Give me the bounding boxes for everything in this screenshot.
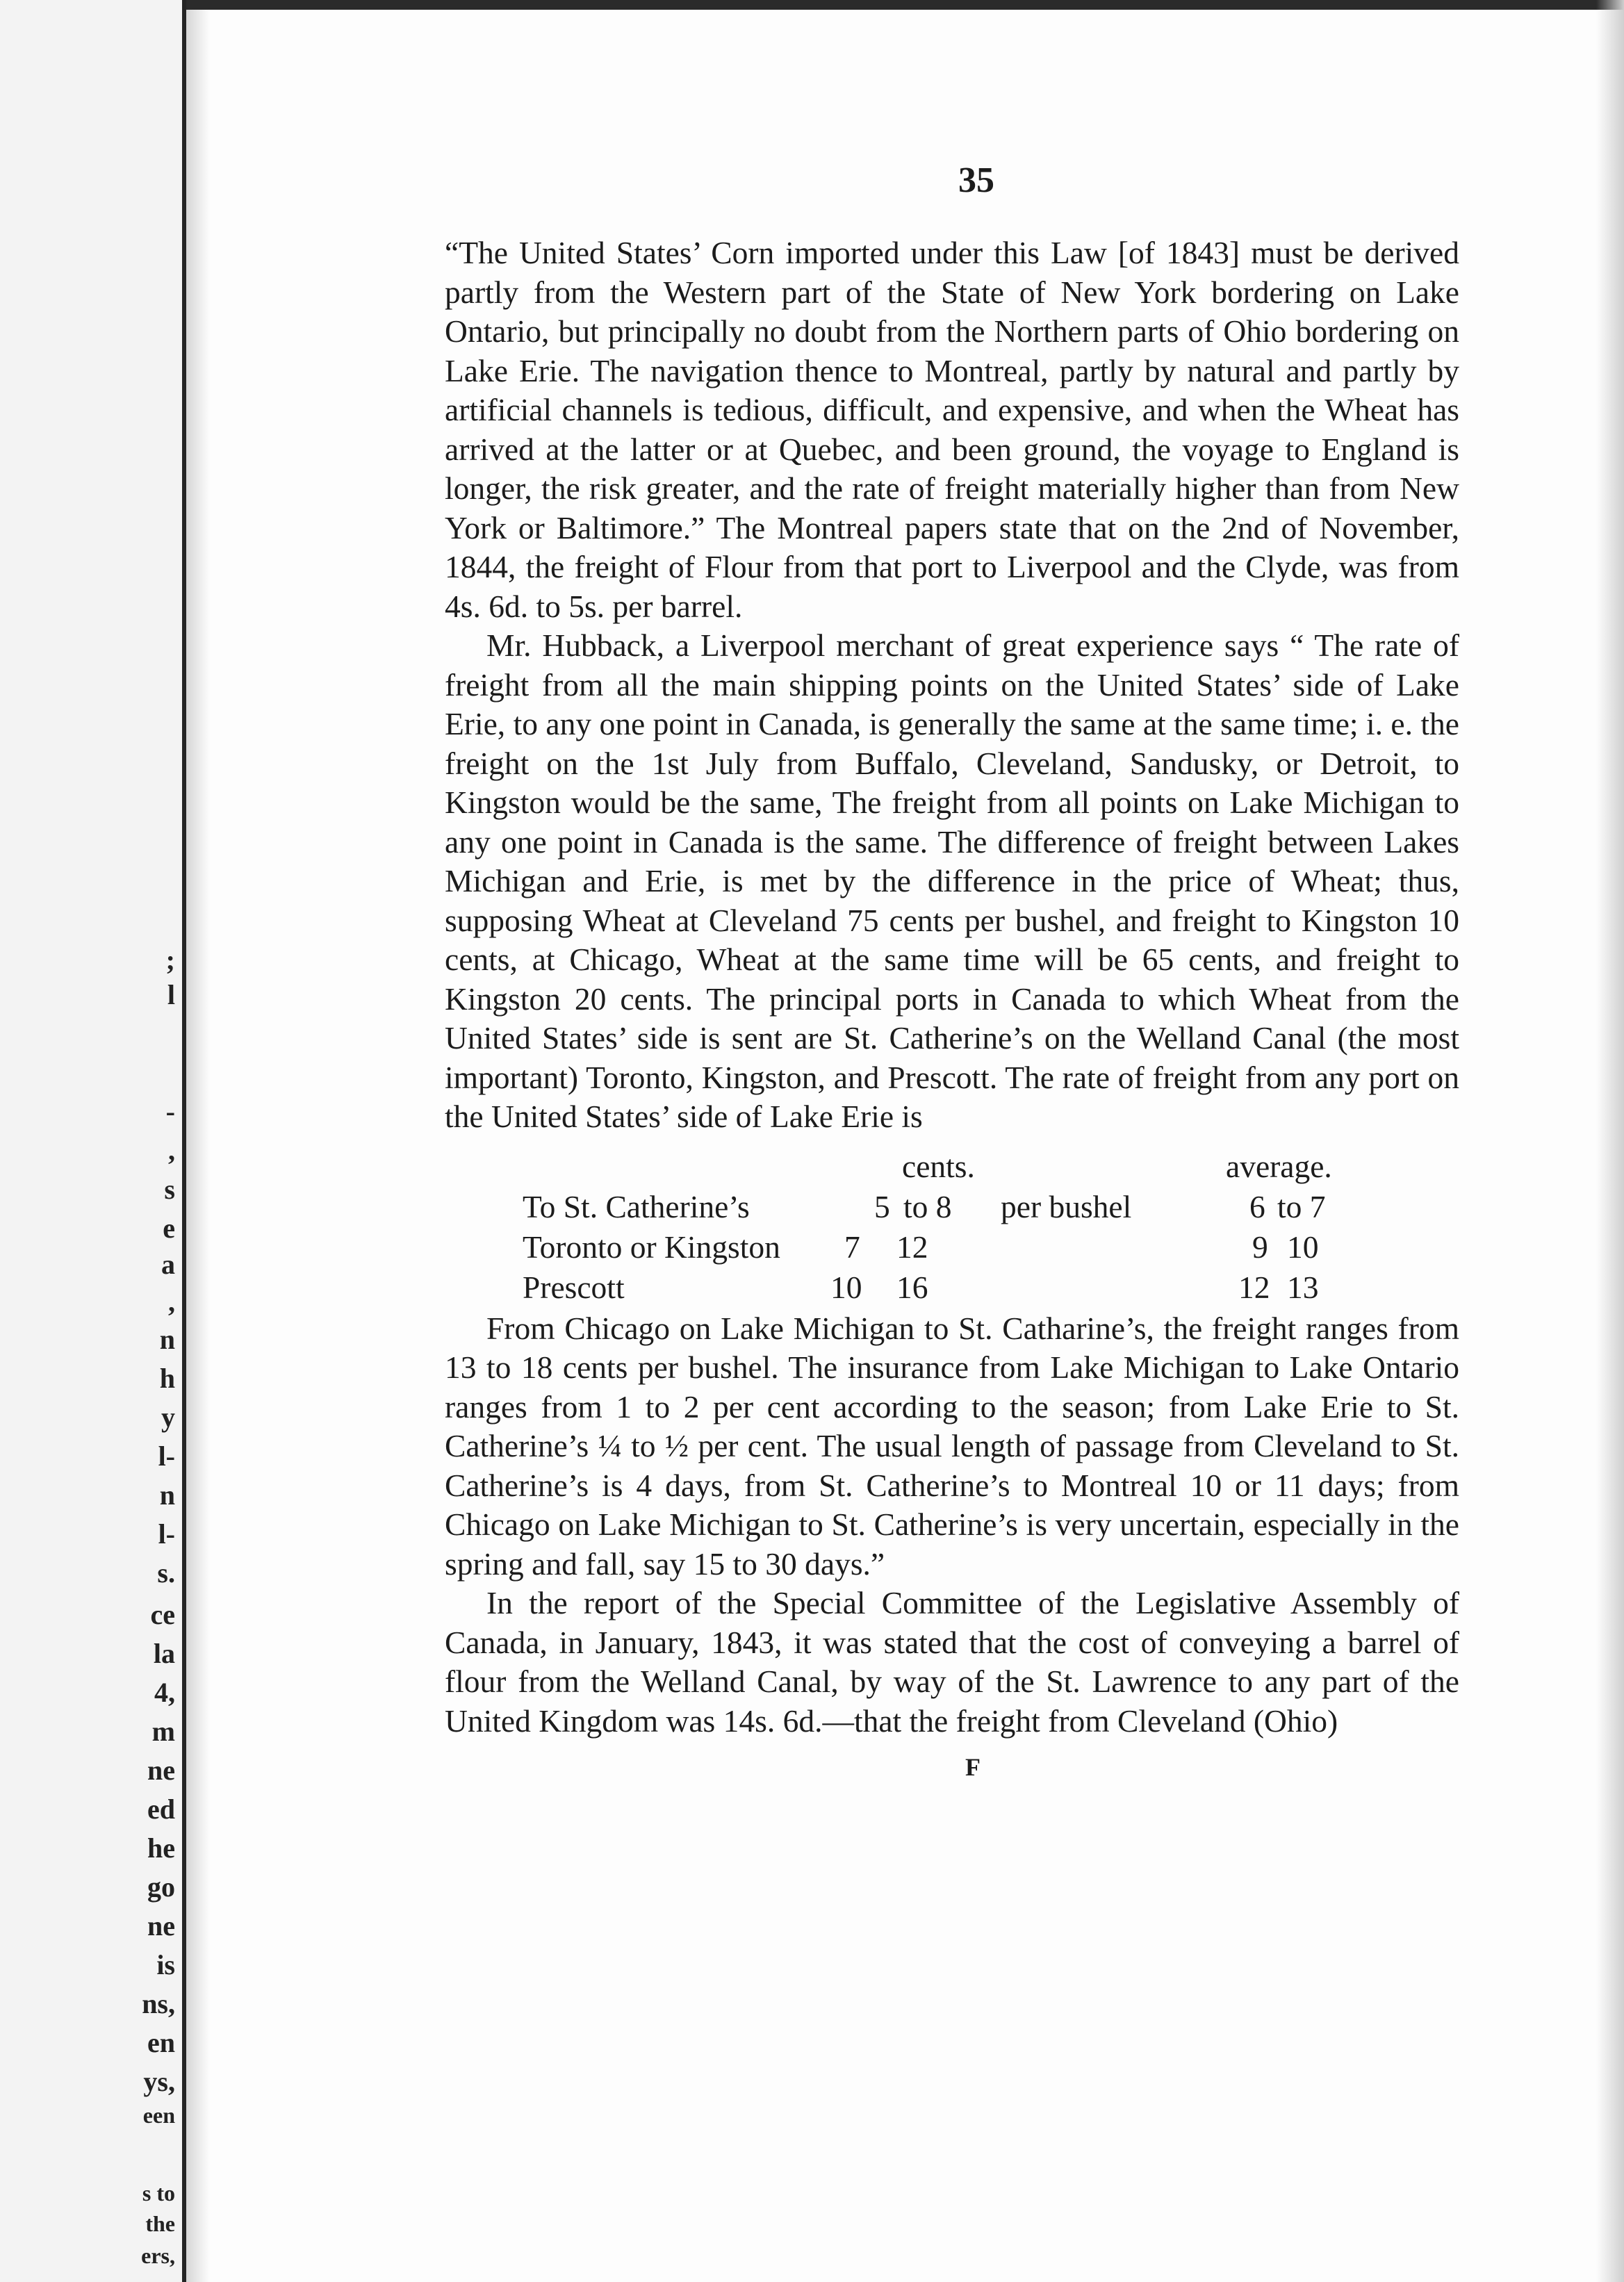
fragment: h bbox=[159, 1363, 175, 1394]
cell-place: Prescott bbox=[523, 1269, 625, 1305]
signature-mark: F bbox=[965, 1753, 981, 1781]
paragraph-hubback: Mr. Hubback, a Liverpool merchant of great experience says “ The rate of freight from all the main shipping points on the United States’ side of Lake Erie, to any one point in Canada, is generally the same at the same time; i. e. the freight on the 1st July from Buffalo, Cleveland, Sandusky, or Detroit, to Kingston would be the same, The freight from all points on Lake Michigan to any one point in Canada is the same. The difference of freight between Lakes Michigan and Erie, is met by the difference in the price of Wheat; thus, supposing Wheat at Cleveland 75 cents per bushel, and freight to Kingston 10 cents, at Chicago, Wheat at the same time will be 65 cents, and freight to Kingston 20 cents. The principal ports in Canada to which Wheat from the United States’ side is sent are St. Catherine’s on the Welland Canal (the most important) Toronto, Kingston, and Prescott. The rate of freight from any port on the United States’ side of Lake Erie is bbox=[445, 627, 1459, 1134]
fragment: , bbox=[168, 1286, 175, 1318]
fragment: a bbox=[161, 1249, 175, 1280]
cell-average-from: 9 bbox=[1252, 1229, 1268, 1265]
fragment: s to bbox=[142, 2181, 175, 2206]
fragment: e bbox=[163, 1213, 175, 1244]
fragment: , bbox=[168, 1135, 175, 1166]
fragment: ed bbox=[147, 1793, 175, 1825]
paragraph-quotation: “The United States’ Corn imported under this Law [of 1843] must be derived partly from the Western part of the State of New York bordering on Lake Ontario, but principally no doubt from the Northern parts of Ohio bordering on Lake Erie. The navigation thence to Montreal, partly by natural and partly by artificial channels is tedious, difficult, and expensive, and when the Wheat has arrived at the latter or at Quebec, and been ground, the voyage to England is longer, the risk greater, and the rate of freight materially higher than from New York or Baltimore.” The Montreal papers state that on the 2nd of November, 1844, the freight of Flour from that port to Liverpool and the Clyde, was from 4s. 6d. to 5s. per barrel. bbox=[445, 235, 1459, 624]
fragment: n bbox=[159, 1324, 175, 1355]
cell-place: Toronto or Kingston bbox=[523, 1229, 780, 1265]
fragment: ers, bbox=[141, 2243, 175, 2268]
fragment: ; bbox=[165, 944, 175, 976]
page-right-edge bbox=[1596, 0, 1624, 2282]
fragment: ns, bbox=[142, 1988, 175, 2019]
paragraph-chicago: From Chicago on Lake Michigan to St. Catharine’s, the freight ranges from 13 to 18 cents per bushel. The insurance from Lake Michigan to Lake Ontario ranges from 1 to 2 per cent according to the season; from Lake Erie to St. Catherine’s ¼ to ½ per cent. The usual length of passage from Cleveland to St. Catherine’s is 4 days, from St. Catherine’s to Montreal 10 or 11 days; from Chicago on Lake Michigan to St. Catherine’s is very uncertain, especially in the spring and fall, say 15 to 30 days.” bbox=[445, 1310, 1459, 1582]
cell-cents-from: 5 bbox=[874, 1188, 890, 1224]
fragment: ne bbox=[147, 1755, 175, 1786]
fragment: en bbox=[147, 2027, 175, 2058]
cell-cents-from: 7 bbox=[844, 1229, 860, 1265]
page-top-edge bbox=[186, 0, 1624, 10]
fragment: la bbox=[153, 1638, 175, 1669]
cell-average-to: 13 bbox=[1287, 1269, 1319, 1305]
fragment: l- bbox=[158, 1518, 175, 1550]
gutter-shadow bbox=[182, 0, 210, 2282]
fragment: is bbox=[156, 1949, 175, 1980]
fragment: een bbox=[142, 2103, 175, 2128]
fragment: l bbox=[167, 979, 175, 1010]
cell-cents-from: 10 bbox=[830, 1269, 862, 1305]
paragraph-committee-report: In the report of the Special Committee of the Legislative Assembly of Canada, in January, 1843, it was stated that the cost of conveying a barrel of flour from the Welland Canal, by way of the St. Lawrence to any part of the United Kingdom was 14s. 6d.—that the freight from Cleveland (Ohio) bbox=[445, 1585, 1459, 1739]
page-number: 35 bbox=[958, 161, 994, 200]
fragment: ne bbox=[147, 1910, 175, 1942]
cell-average-to: 10 bbox=[1287, 1229, 1319, 1265]
header-cents: cents. bbox=[902, 1148, 975, 1184]
cell-average-from: 12 bbox=[1238, 1269, 1270, 1305]
header-average: average. bbox=[1226, 1148, 1332, 1184]
fragment: - bbox=[165, 1096, 175, 1127]
fragment: s. bbox=[157, 1557, 175, 1589]
cell-cents-to: 16 bbox=[896, 1269, 928, 1305]
table-header-row bbox=[445, 1147, 1459, 1187]
fragment: he bbox=[147, 1832, 175, 1864]
fragment: y bbox=[161, 1402, 175, 1433]
cell-average-from: 6 bbox=[1249, 1188, 1265, 1224]
book-page-text bbox=[445, 160, 1459, 1787]
freight-rate-table bbox=[445, 1147, 1459, 1308]
fragment: s bbox=[164, 1174, 175, 1205]
fragment: m bbox=[151, 1716, 175, 1747]
fragment: go bbox=[147, 1871, 175, 1903]
cell-cents-to: 12 bbox=[896, 1229, 928, 1265]
fragment: ce bbox=[150, 1599, 175, 1630]
cell-place: To St. Catherine’s bbox=[523, 1188, 750, 1224]
cell-cents-to: to 8 bbox=[903, 1188, 952, 1224]
table-row bbox=[445, 1187, 1459, 1227]
fragment: 4, bbox=[154, 1677, 175, 1708]
table-row bbox=[445, 1227, 1459, 1267]
cell-average-to: to 7 bbox=[1277, 1188, 1326, 1224]
table-row bbox=[445, 1267, 1459, 1308]
fragment: l- bbox=[158, 1440, 175, 1472]
fragment: ys, bbox=[143, 2066, 175, 2097]
facing-page-text-fragments bbox=[0, 0, 186, 2282]
cell-unit: per bushel bbox=[1001, 1188, 1132, 1224]
fragment: n bbox=[159, 1479, 175, 1511]
fragment: the bbox=[145, 2211, 175, 2236]
